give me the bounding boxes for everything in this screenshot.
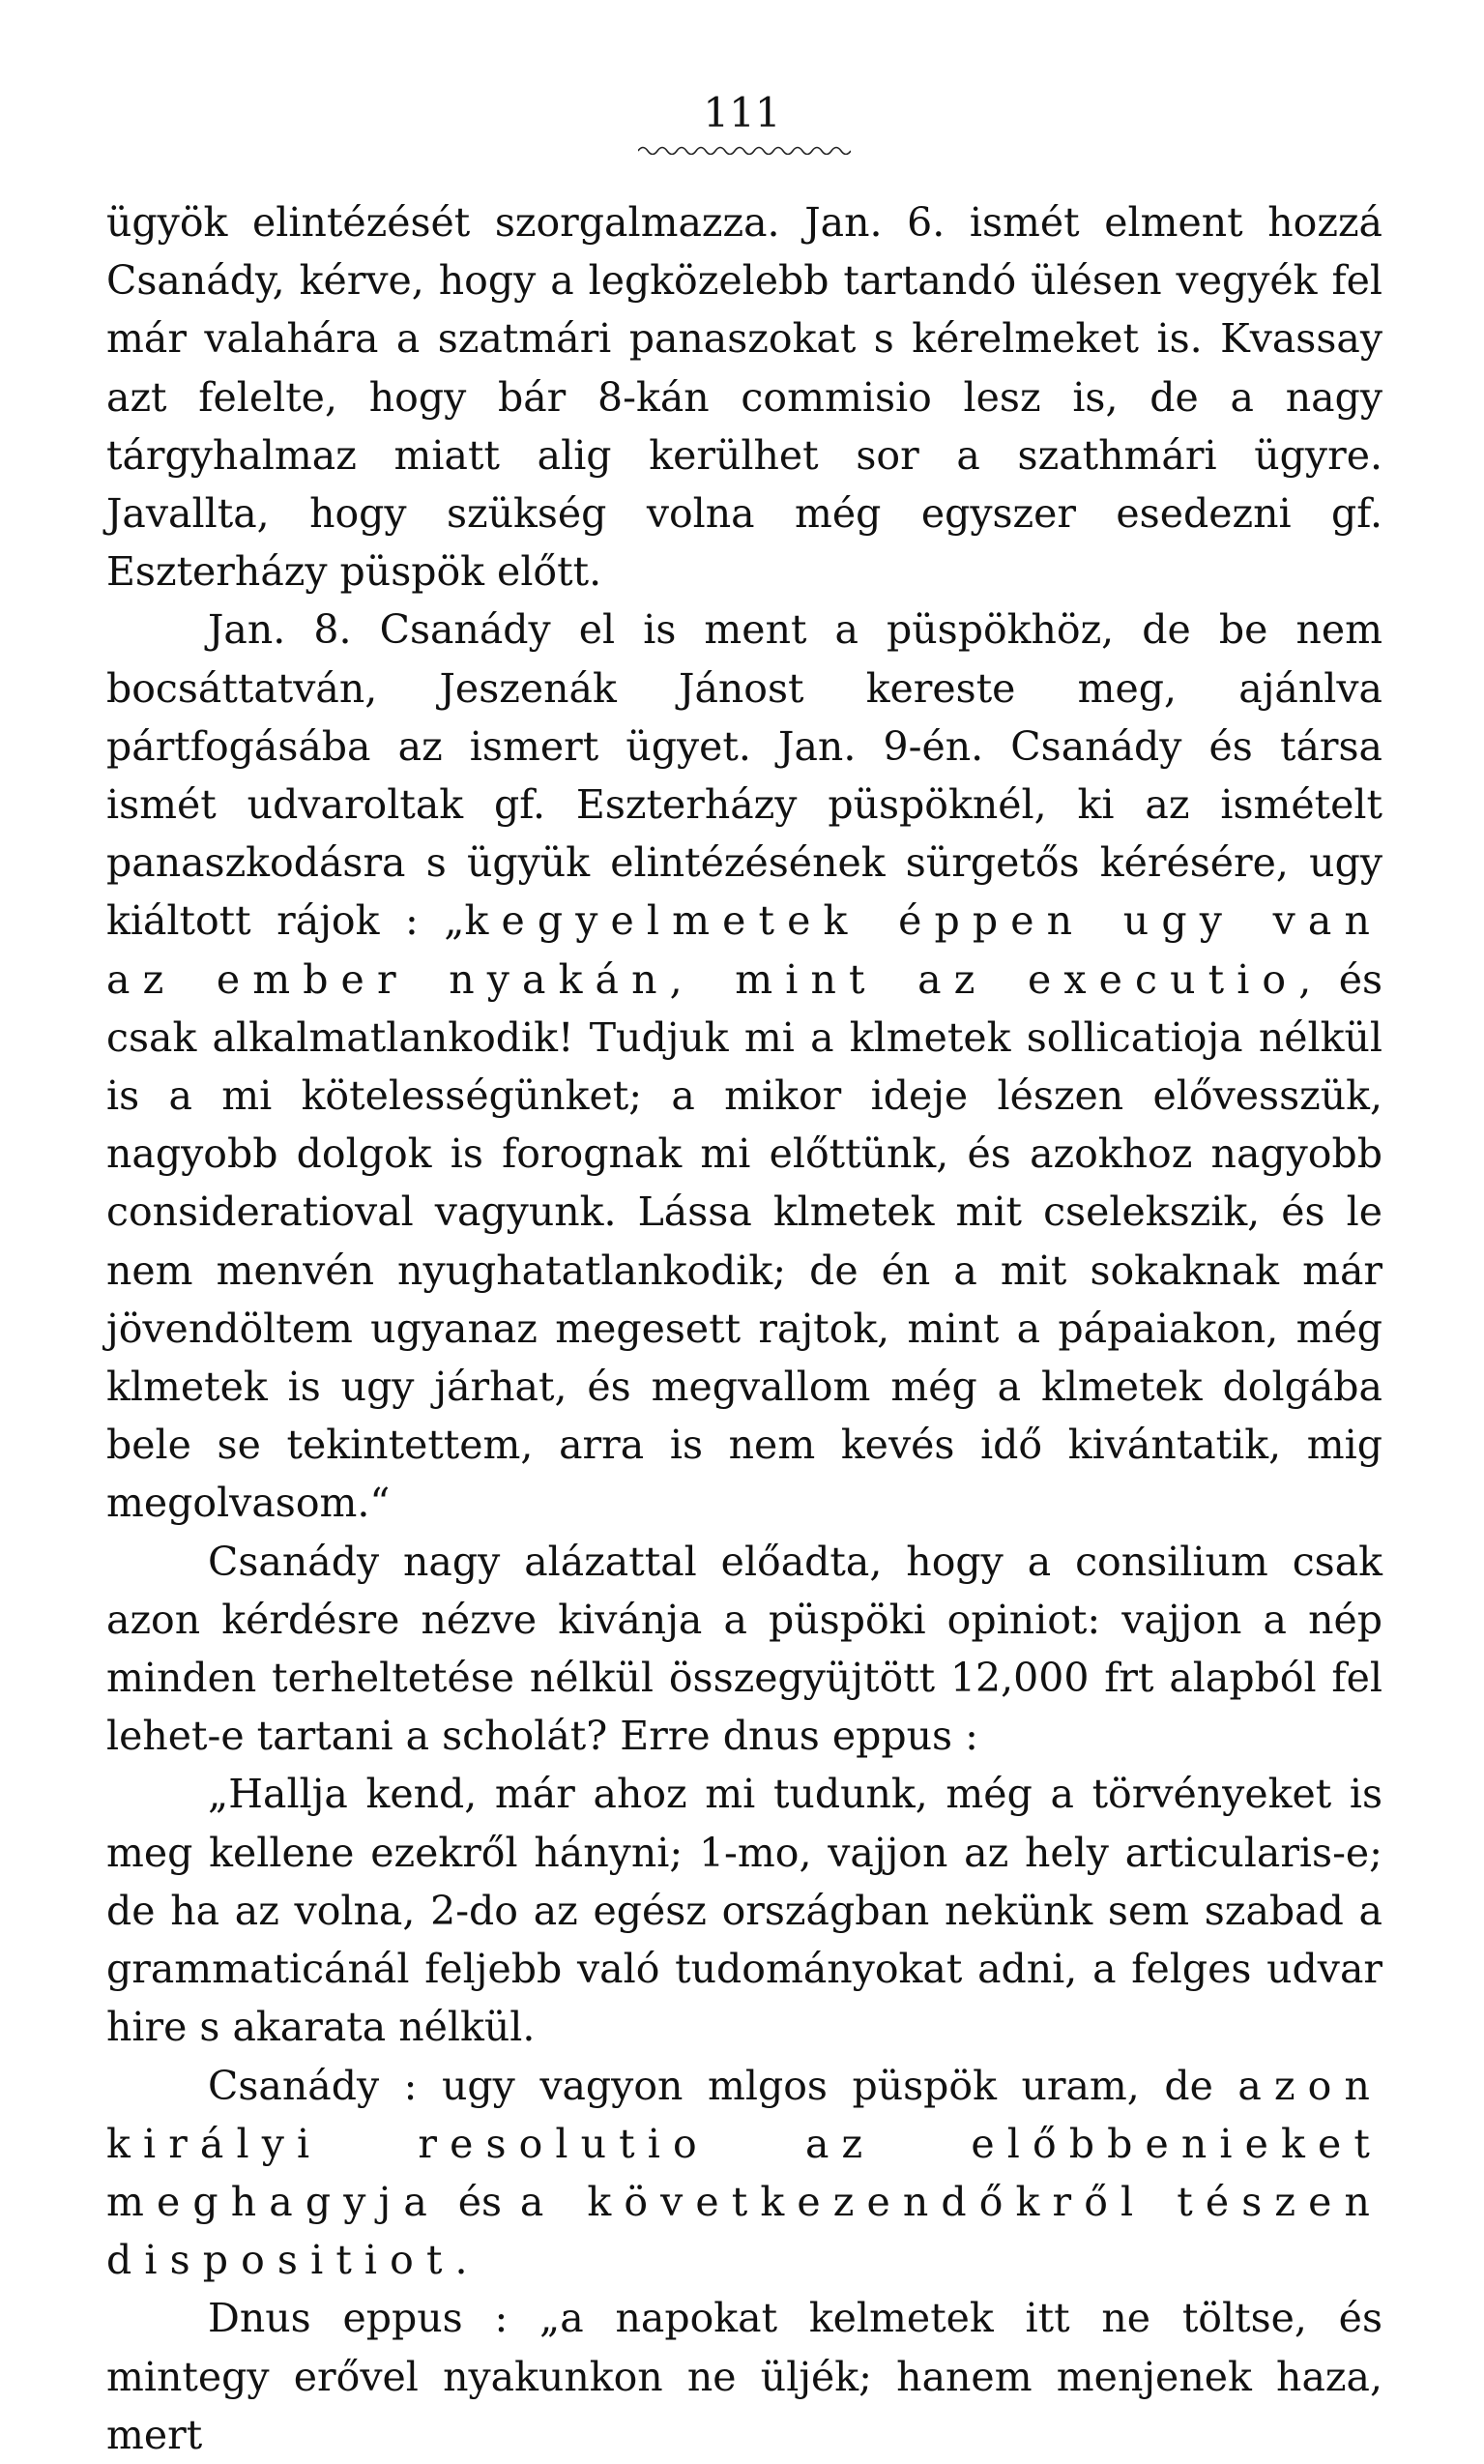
paragraph [106, 2289, 1382, 2464]
paragraph-text: Dnus eppus : „a napokat kelmetek itt ne töltse, és mintegy erővel nyakunkon ne üljék; hanem menjenek haza, mert [106, 2295, 1382, 2458]
paragraph-text: Csanády nagy alázattal előadta, hogy a consilium csak azon kérdésre nézve kivánja a püspöki opiniot: vajjon a nép minden terheltetése nélkül összegyüjtött 12,000 frt alapból fel lehet-e tartani a scholát? Erre dnus eppus : [106, 1538, 1382, 1760]
paragraph [106, 601, 1382, 1532]
body-text [106, 193, 1382, 2464]
paragraph-text: és [439, 2178, 520, 2225]
wavy-rule-ornament [638, 141, 851, 155]
page-number: 111 [703, 89, 781, 136]
spaced-emphasis-text: azon királyi resolutio az előbbenieket meghagyja [106, 2062, 1382, 2225]
paragraph [106, 2057, 1382, 2290]
paragraph-text: Csanády : ugy vagyon mlgos püspök uram, de [208, 2062, 1238, 2109]
paragraph-text: Jan. 8. Csanády el is ment a püspökhöz, de be nem bocsáttatván, Jeszenák Jánost kereste meg, ajánlva pártfogásába az ismert ügyet. Jan. 9-én. Csanády és társa ismét udvaroltak gf. Eszterházy püspöknél, ki az ismételt panaszkodásra s ügyük elintézésének sürgetős kérésére, ugy kiáltott rájok : „ [106, 606, 1382, 945]
paragraph-text: „Hallja kend, már ahoz mi tudunk, még a törvényeket is meg kellene ezekről hányni; 1-mo, vajjon az hely articularis-e; de ha az volna, 2-do az egész országban nekünk sem szabad a grammaticánál feljebb való tudományokat adni, a felges udvar hire s akarata nélkül. [106, 1771, 1382, 2051]
paragraph-text: , és csak alkalmatlankodik! Tudjuk mi a klmetek sollicatioja nélkül is a mi kötelességünket; a mikor ideje lészen elővesszük, nagyobb dolgok is forognak mi előttünk, és azokhoz nagyobb consideratioval vagyunk. Lássa klmetek mit cselekszik, és le nem menvén nyughatatlankodik; de én a mit sokaknak már jövendöltem ugyanaz megesett rajtok, mint a pápaiakon, még klmetek is ugy járhat, és megvallom még a klmetek dolgába bele se tekintettem, arra is nem kevés idő kivántatik, mig megolvasom.“ [106, 955, 1382, 1527]
spaced-emphasis-text: a következendőkről tészen dispositiot. [106, 2178, 1382, 2284]
paragraph [106, 1533, 1382, 1766]
paragraph [106, 193, 1382, 601]
paragraph [106, 1765, 1382, 2056]
paragraph-text: ügyök elintézését szorgalmazza. Jan. 6. ismét elment hozzá Csanády, kérve, hogy a legközelebb tartandó ülésen vegyék fel már valahára a szatmári panaszokat s kérelmeket is. Kvassay azt felelte, hogy bár 8-kán commisio lesz is, de a nagy tárgyhalmaz miatt alig kerülhet sor a szathmári ügyre. Javallta, hogy szükség volna még egyszer esedezni gf. Eszterházy püspök előtt. [106, 199, 1382, 596]
spaced-emphasis-text: kegyelmetek éppen ugy van az ember nyakán, mint az executio [106, 897, 1382, 1003]
